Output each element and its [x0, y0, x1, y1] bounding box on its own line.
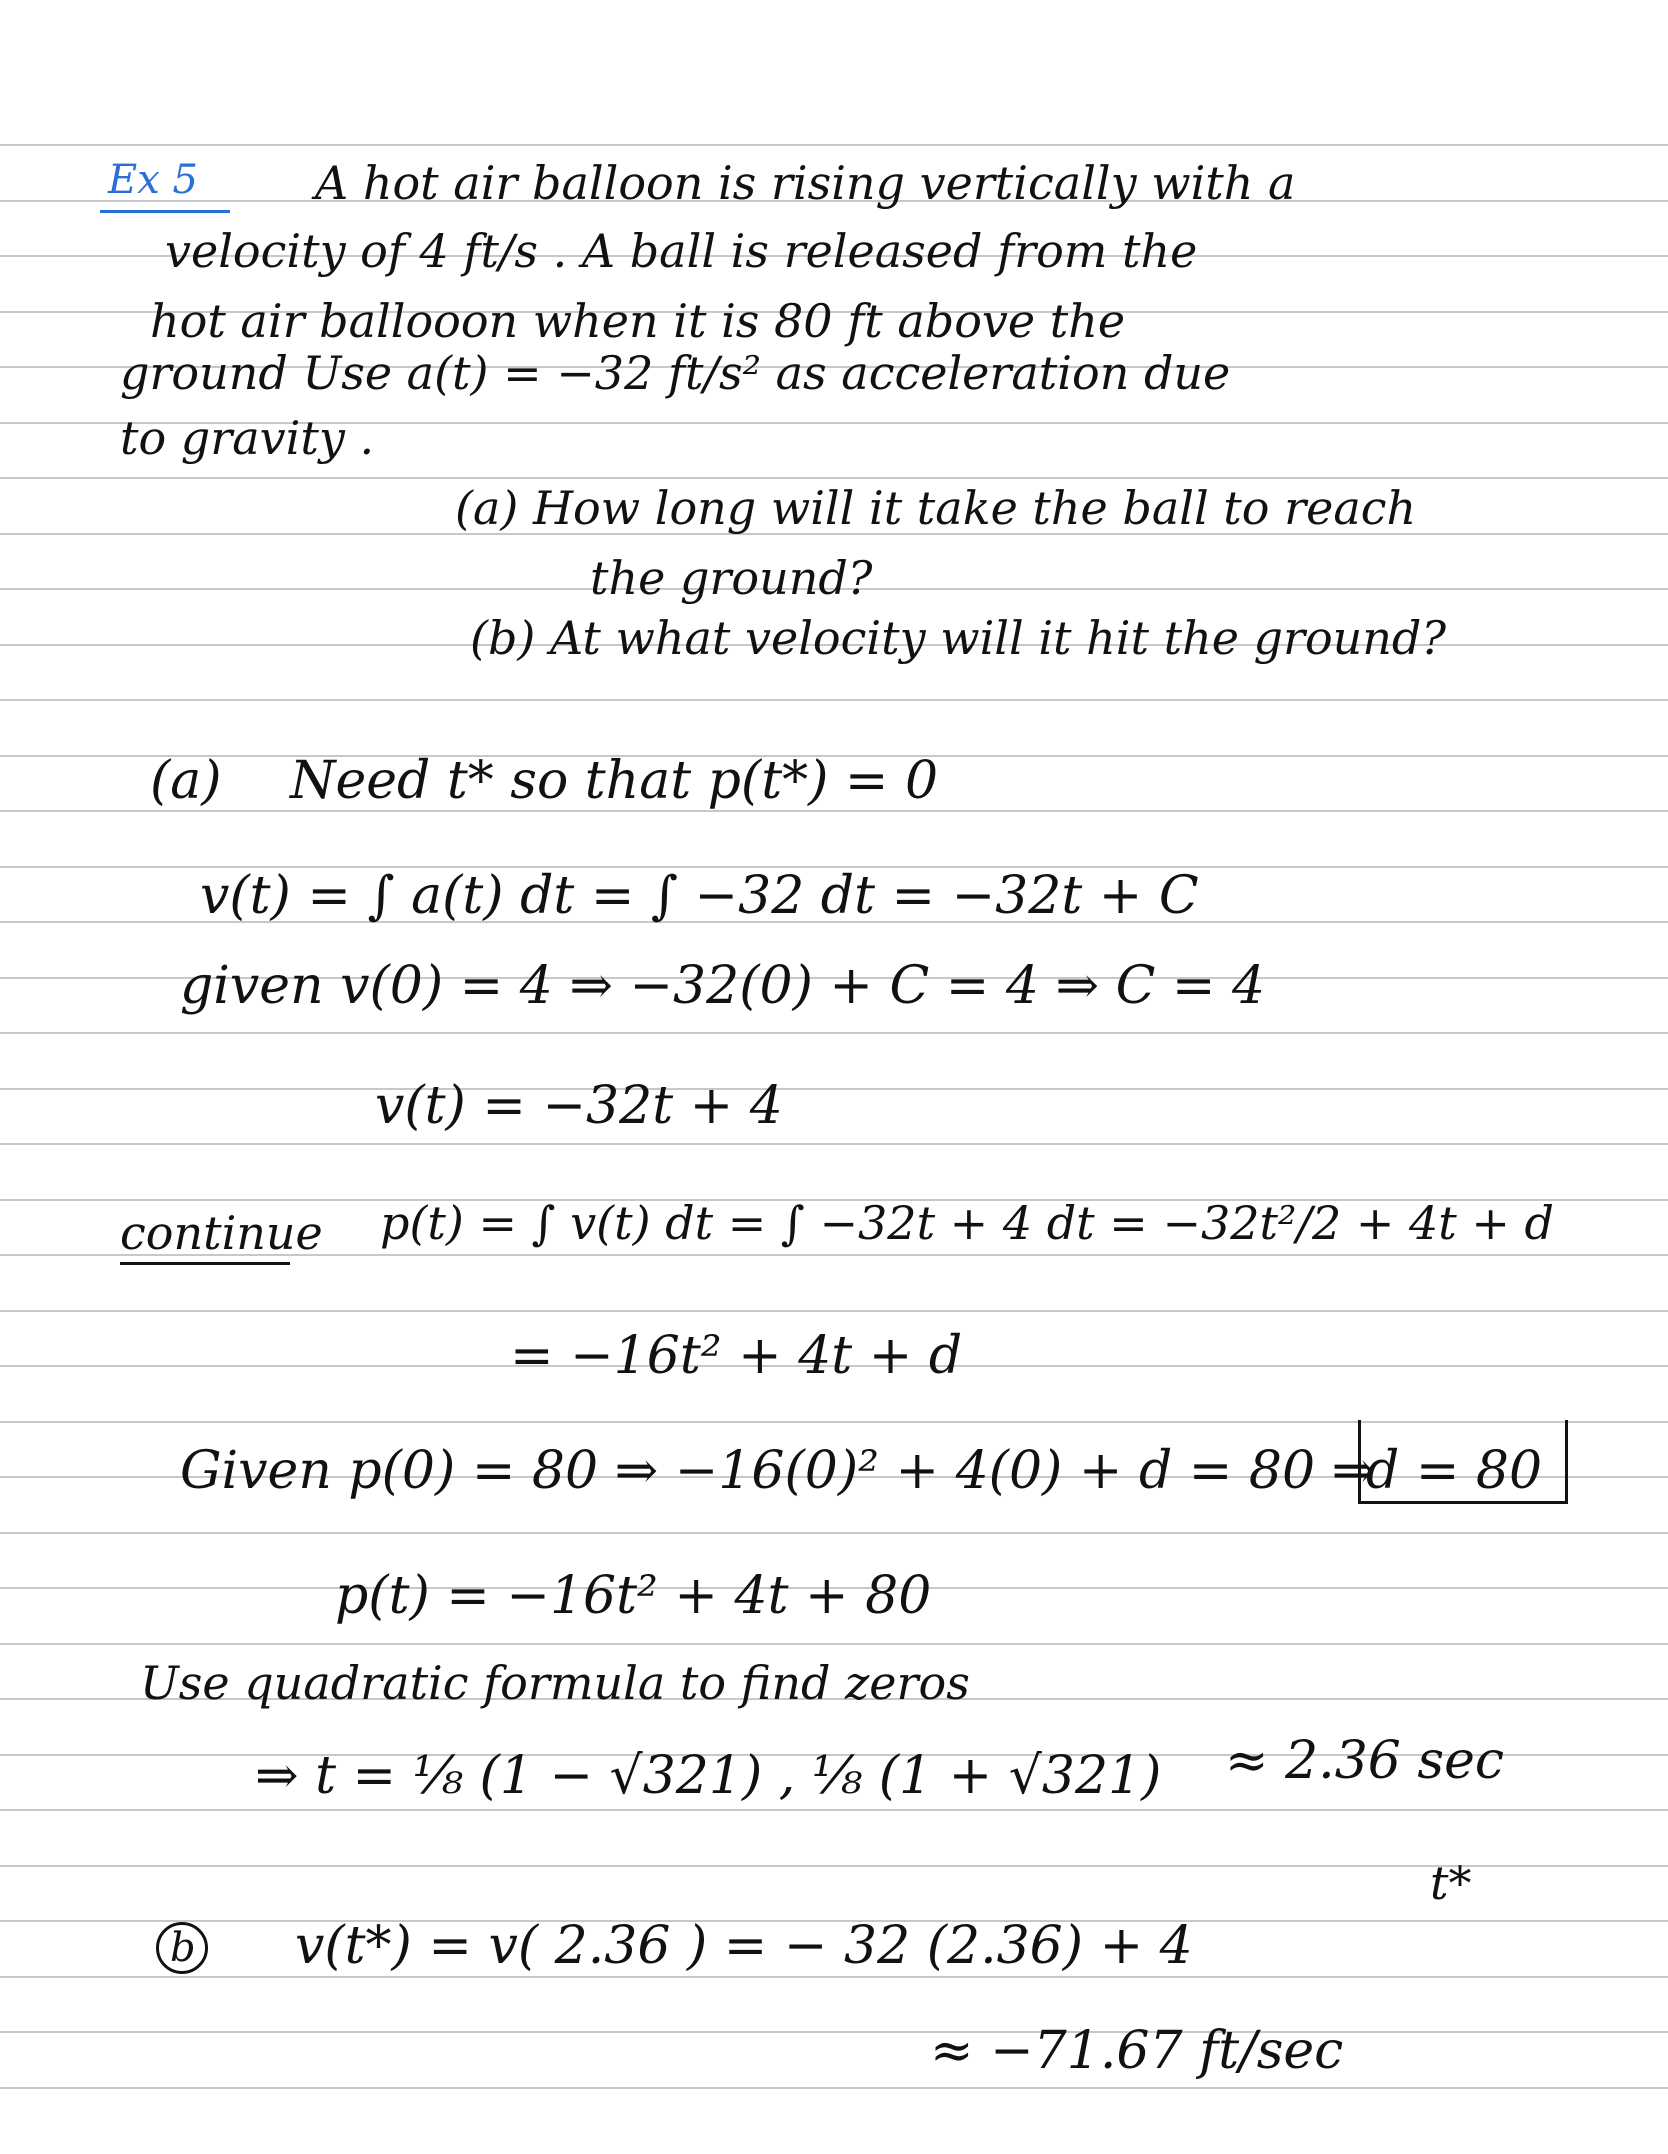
d-result-box [1358, 1420, 1568, 1504]
example-label: Ex 5 [108, 157, 198, 203]
solution-b-label: b [170, 1925, 196, 1971]
t-star-label: t* [1430, 1856, 1472, 1910]
quadratic-roots: ⇒ t = ⅛ (1 − √321) , ⅛ (1 + √321) [255, 1746, 1162, 1806]
quadratic-note: Use quadratic formula to find zeros [140, 1656, 970, 1710]
example-label-underline [100, 210, 230, 213]
velocity-integral: v(t) = ∫ a(t) dt = ∫ −32 dt = −32t + C [200, 866, 1199, 926]
problem-line-5: to gravity . [120, 411, 375, 465]
continue-label: continue [120, 1206, 323, 1260]
problem-line-1: A hot air balloon is rising vertically with a [315, 156, 1296, 210]
solution-need-line: Need t* so that p(t*) = 0 [290, 751, 939, 811]
velocity-function: v(t) = −32t + 4 [375, 1076, 783, 1136]
position-initial-condition: Given p(0) = 80 ⇒ −16(0)² + 4(0) + d = 80 ⇒ [180, 1441, 1376, 1501]
question-part-a: (a) How long will it take the ball to reach [455, 481, 1417, 535]
solution-a-label: (a) [150, 751, 222, 811]
problem-line-4: ground Use a(t) = −32 ft/s² as acceleration due [120, 346, 1231, 400]
question-part-a-continued: the ground? [590, 551, 873, 605]
position-function: p(t) = −16t² + 4t + 80 [335, 1566, 932, 1626]
position-simplified: = −16t² + 4t + d [510, 1326, 963, 1386]
impact-velocity-result: ≈ −71.67 ft/sec [930, 2021, 1344, 2081]
position-integral: p(t) = ∫ v(t) dt = ∫ −32t + 4 dt = −32t²/2 + 4t + d [380, 1196, 1554, 1250]
approximate-root: ≈ 2.36 sec [1225, 1731, 1504, 1791]
velocity-initial-condition: given v(0) = 4 ⇒ −32(0) + C = 4 ⇒ C = 4 [180, 956, 1266, 1016]
d-constant-result: d = 80 [1366, 1441, 1543, 1501]
problem-line-3: hot air ballooon when it is 80 ft above the [150, 294, 1126, 348]
impact-velocity-calc: v(t*) = v( 2.36 ) = − 32 (2.36) + 4 [295, 1916, 1193, 1976]
problem-line-2: velocity of 4 ft/s . A ball is released from the [165, 224, 1198, 278]
continue-underline [120, 1262, 290, 1265]
question-part-b: (b) At what velocity will it hit the ground? [470, 611, 1447, 665]
